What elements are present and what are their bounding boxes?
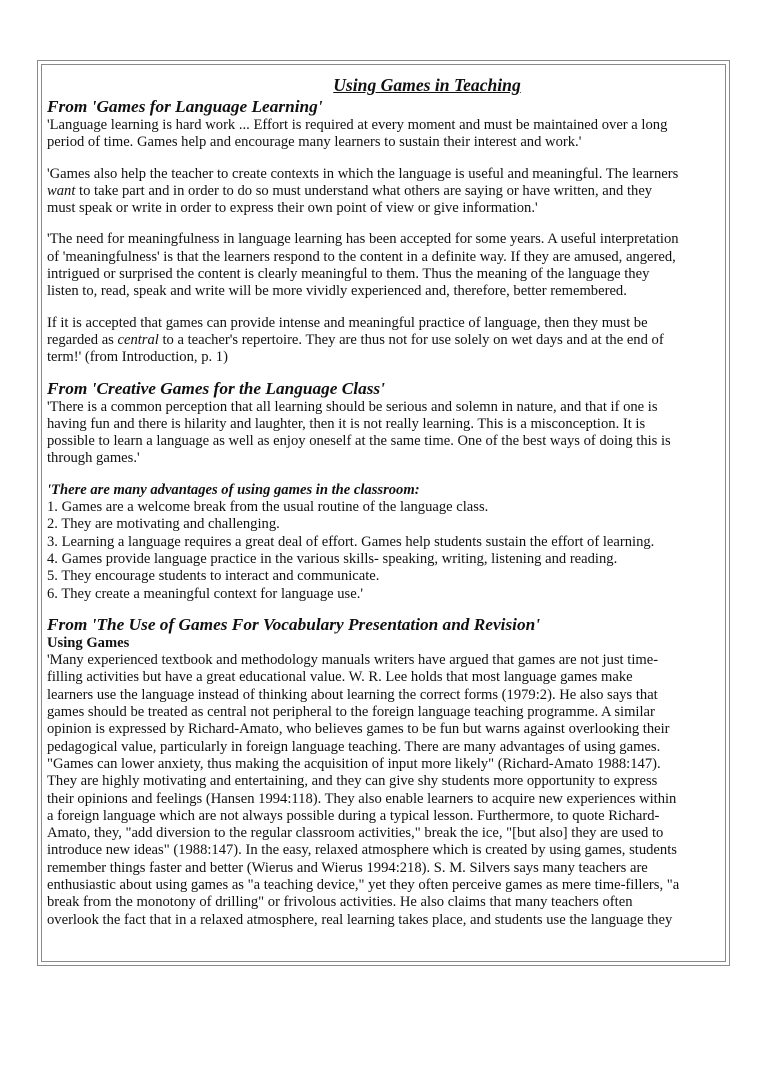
emphasis-want: want [47,182,76,199]
text-line [47,183,727,200]
text-line: listen to, read, speak and write will be more vividly experienced and, therefore, better remembered. [47,283,627,300]
text-line: through games.' [47,450,140,467]
text-line: a foreign language which are not always possible during a typical lesson. Furthermore, to quote Richard- [47,807,660,824]
list-item: 2. They are motivating and challenging. [47,516,280,533]
sub-heading-using-games: Using Games [47,634,130,651]
advantages-list [47,499,727,603]
text-line: 'Games also help the teacher to create contexts in which the language is useful and meaningful. The learners [47,165,679,182]
text-line: possible to learn a language as well as enjoy oneself at the same time. One of the best ways of doing this is [47,433,671,450]
list-item: 3. Learning a language requires a great deal of effort. Games help students sustain the effort of learning. [47,533,655,550]
document-content [47,73,727,929]
text-line: games should be treated as central not peripheral to the foreign language teaching programme. A similar [47,704,655,721]
paragraph-central [47,315,727,367]
section-heading-creative-games: From 'Creative Games for the Language Class' [47,378,385,398]
text-line: remember things faster and better (Wierus and Wierus 1994:218). S. M. Silvers says many teachers are [47,859,648,876]
section-heading-vocabulary-presentation: From 'The Use of Games For Vocabulary Presentation and Revision' [47,614,541,634]
text-line: enthusiastic about using games as "a teaching device," yet they often perceive games as mere time-fillers, "a [47,876,680,893]
text-line: their opinions and feelings (Hansen 1994:118). They also enable learners to acquire new experiences within [47,790,677,807]
list-item: 1. Games are a welcome break from the usual routine of the language class. [47,499,489,516]
text-line: Amato, they, "add diversion to the regular classroom activities," break the ice, "[but also] they are used to [47,825,664,842]
text-line: They are highly motivating and entertaining, and they can give shy students more opportunity to express [47,773,658,790]
list-item: 6. They create a meaningful context for language use.' [47,585,363,602]
text-fragment: regarded as [47,331,118,348]
text-line: learners use the language instead of thinking about learning the correct forms (1979:2). He also says that [47,686,658,703]
paragraph-hard-work [47,117,727,152]
paragraph-common-perception [47,399,727,468]
text-line: opinion is expressed by Richard-Amato, who believes games to be fun but warns against overlooking their [47,721,670,738]
paragraph-meaningfulness [47,231,727,300]
list-intro: 'There are many advantages of using games in the classroom: [47,481,420,498]
text-line: intrigued or surprised the content is clearly meaningful to them. Thus the meaning of the language they [47,266,650,283]
text-fragment: to take part and in order to do so must understand what others are saying or have written, and they [75,182,653,199]
text-line [47,332,727,349]
text-line: introduce new ideas" (1988:147). In the easy, relaxed atmosphere which is created by using games, students [47,842,677,859]
text-line: "Games can lower anxiety, thus making the acquisition of input more likely" (Richard-Amato 1988:147). [47,755,661,772]
text-line: break from the monotony of drilling" or frivolous activities. He also claims that many teachers often [47,894,633,911]
text-line: period of time. Games help and encourage many learners to sustain their interest and work.' [47,134,582,151]
text-line: pedagogical value, particularly in foreign language teaching. There are many advantages of using games. [47,738,661,755]
text-line: of 'meaningfulness' is that the learners respond to the content in a definite way. If they are amused, angered, [47,248,676,265]
list-item: 4. Games provide language practice in the various skills- speaking, writing, listening and reading. [47,550,618,567]
list-item: 5. They encourage students to interact and communicate. [47,568,380,585]
text-line: 'The need for meaningfulness in language learning has been accepted for some years. A useful interpretation [47,231,679,248]
emphasis-central: central [117,331,159,348]
paragraph-using-games [47,652,727,929]
text-line: must speak or write in order to express their own point of view or give information.' [47,200,538,217]
text-line: term!' (from Introduction, p. 1) [47,349,228,366]
text-line: 'Language learning is hard work ... Effort is required at every moment and must be maintained over a long [47,117,668,133]
paragraph-contexts [47,166,727,218]
text-fragment: to a teacher's repertoire. They are thus not for use solely on wet days and at the end of [158,331,664,348]
text-line: If it is accepted that games can provide intense and meaningful practice of language, then they must be [47,314,648,331]
page-title: Using Games in Teaching [333,75,521,95]
text-line: 'Many experienced textbook and methodology manuals writers have argued that games are not just time- [47,652,659,669]
text-line: filling activities but have a great educational value. W. R. Lee holds that most language games make [47,669,633,686]
text-line: having fun and there is hilarity and laughter, then it is not really learning. This is a misconception. It is [47,415,646,432]
text-line: overlook the fact that in a relaxed atmosphere, real learning takes place, and students use the language they [47,911,673,928]
text-line: 'There is a common perception that all learning should be serious and solemn in nature, and that if one is [47,398,658,415]
section-heading-games-for-language-learning: From 'Games for Language Learning' [47,97,323,116]
